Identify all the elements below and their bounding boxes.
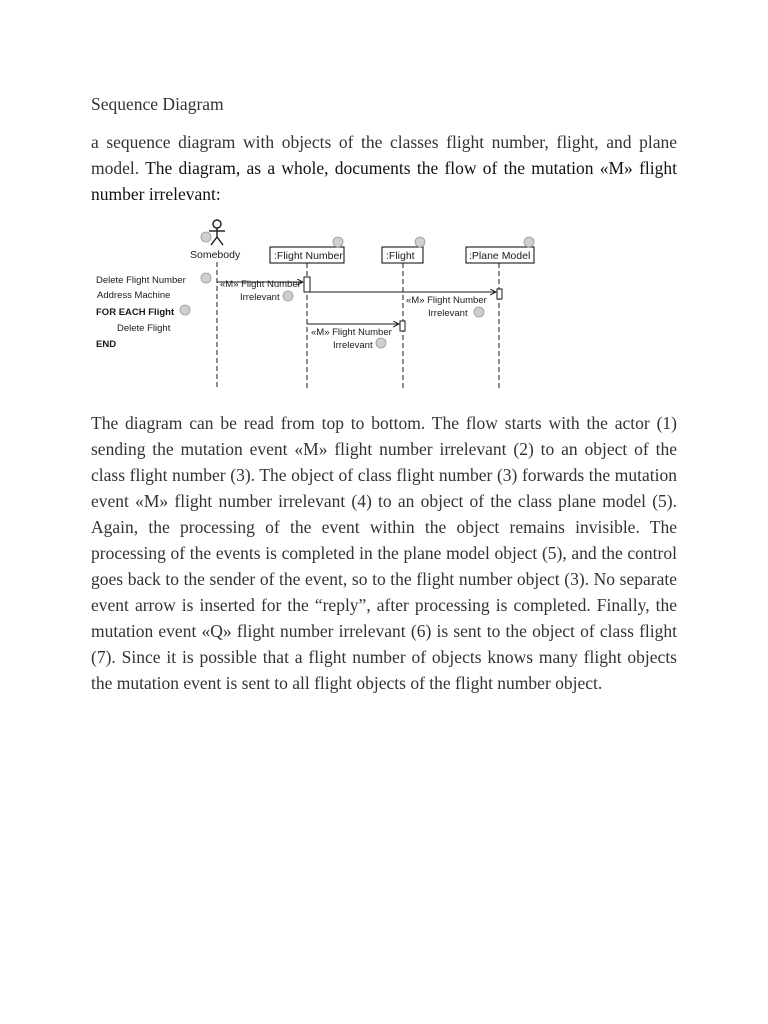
marker-5 [524, 237, 534, 247]
message-1-line1: «M» Flight Number [220, 279, 301, 290]
step-for-each-flight: FOR EACH Flight [96, 307, 175, 318]
marker-6 [376, 338, 386, 348]
intro-emphasis-text: The diagram, as a whole, documents the flow of the mutation «M» flight number irrelevant: [91, 158, 677, 204]
message-2-line1: «M» Flight Number [406, 295, 487, 306]
marker-3 [333, 237, 343, 247]
step-delete-flight: Delete Flight [117, 323, 171, 334]
section-heading: Sequence Diagram [91, 94, 224, 114]
step-address-machine: Address Machine [97, 290, 171, 301]
intro-plain-text: a sequence diagram with objects of the classes flight number, flight, and plane model. [91, 132, 677, 178]
marker-step-1 [201, 273, 211, 283]
object-label-plane-model: :Plane Model [469, 250, 531, 262]
message-1-line2: Irrelevant [240, 292, 280, 303]
object-label-flight: :Flight [386, 250, 415, 262]
sequence-diagram [90, 214, 550, 394]
message-3-line2: Irrelevant [333, 340, 373, 351]
step-end: END [96, 339, 117, 350]
actor-label: Somebody [190, 249, 241, 261]
activation-flight-number [304, 277, 310, 292]
message-2-line2: Irrelevant [428, 308, 468, 319]
marker-2 [283, 291, 293, 301]
activation-flight [400, 321, 405, 331]
explanation-paragraph: The diagram can be read from top to bottom. The flow starts with the actor (1) sending the mutation event «M» flight number irrelevant (2) to an object of the class flight number (3). The object of class flight number (3) forwards the mutation event «M» flight number irrelevant (4) to an object of the class plane model (5). Again, the processing of the event within the object remains invisible. The processing of the events is completed in the plane model object (5), and the control goes back to the sender of the event, so to the flight number object (3). No separate event arrow is inserted for the “reply”, after processing is completed. Finally, the mutation event «Q» flight number irrelevant (6) is sent to the object of class flight (7). Since it is possible that a flight number of objects knows many flight objects the mutation event is sent to all flight objects of the flight number object. [91, 413, 677, 693]
marker-1 [201, 232, 211, 242]
marker-step-3 [180, 305, 190, 315]
intro-paragraph [91, 129, 677, 207]
message-3-line1: «M» Flight Number [311, 327, 392, 338]
marker-7 [415, 237, 425, 247]
step-delete-flight-number: Delete Flight Number [96, 275, 186, 286]
marker-4 [474, 307, 484, 317]
actor-icon [209, 220, 225, 245]
object-label-flight-number: :Flight Number [274, 250, 343, 262]
activation-plane-model [497, 289, 502, 299]
